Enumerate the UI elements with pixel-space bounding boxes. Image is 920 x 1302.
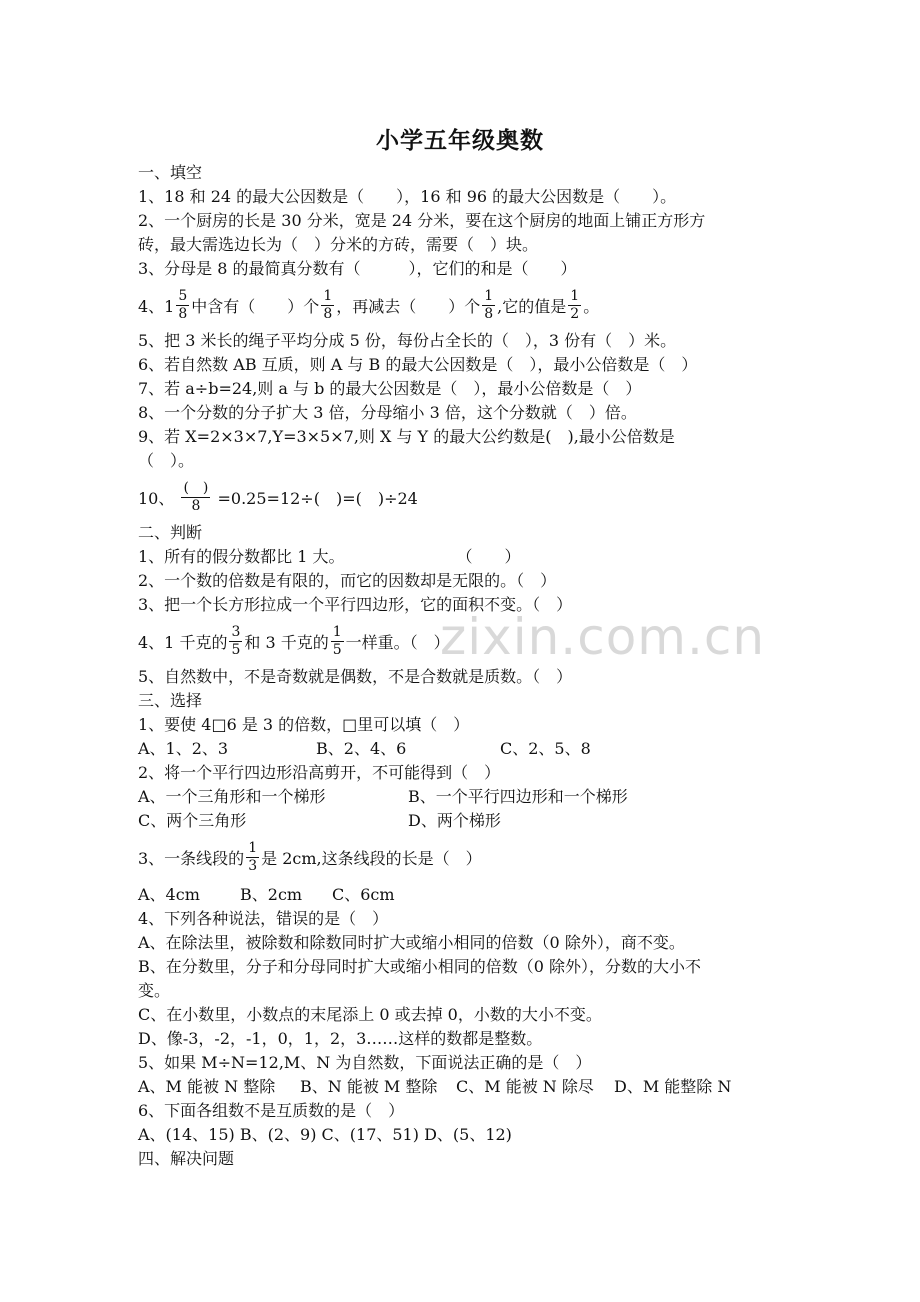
denominator: 5 [332, 642, 342, 658]
choice-question-2-option-a: A、一个三角形和一个梯形 [138, 787, 326, 806]
numerator: 1 [332, 624, 342, 640]
q4-text-e: 。 [583, 297, 600, 316]
numerator: 1 [570, 288, 580, 304]
fraction [176, 288, 189, 323]
fill-question-9-line-1: 9、若 X=2×3×7,Y=3×5×7,则 X 与 Y 的最大公约数是( ),最小公倍数是 [138, 427, 675, 446]
numerator: ( ) [183, 480, 209, 496]
fill-question-3: 3、分母是 8 的最简真分数有（ ），它们的和是（ ） [138, 259, 577, 278]
section-heading-problems: 四、解决问题 [138, 1149, 235, 1168]
choice-question-5-option-a: A、M 能被 N 整除 [138, 1077, 276, 1096]
q4-text-d: ,它的值是 [497, 297, 567, 316]
fill-question-7: 7、若 a÷b=24,则 a 与 b 的最大公因数是（ ），最小公倍数是（ ） [138, 379, 642, 398]
fraction [321, 288, 334, 323]
choice-question-4-option-b-line-2: 变。 [138, 981, 171, 1000]
judge-question-3: 3、把一个长方形拉成一个平行四边形，它的面积不变。（ ） [138, 595, 573, 614]
choice-question-6: 6、下面各组数不是互质数的是（ ） [138, 1101, 405, 1120]
denominator: 8 [484, 306, 494, 322]
choice-question-3-option-c: C、6cm [332, 885, 395, 904]
section-heading-choice: 三、选择 [138, 691, 203, 710]
j4-text-b: 和 3 千克的 [244, 633, 329, 652]
choice-question-6-options: A、(14、15) B、(2、9) C、(17、51) D、(5、12) [138, 1125, 512, 1144]
q10-text-a: 10、 [138, 489, 175, 508]
denominator: 8 [323, 306, 333, 322]
fraction [331, 624, 344, 659]
choice-question-4-option-b-line-1: B、在分数里，分子和分母同时扩大或缩小相同的倍数（0 除外），分数的大小不 [138, 957, 702, 976]
choice-question-4-option-c: C、在小数里，小数点的末尾添上 0 或去掉 0，小数的大小不变。 [138, 1005, 602, 1024]
fill-question-8: 8、一个分数的分子扩大 3 倍，分母缩小 3 倍，这个分数就（ ）倍。 [138, 403, 637, 422]
choice-question-5-option-b: B、N 能被 M 整除 [300, 1077, 438, 1096]
choice-question-1: 1、要使 4□6 是 3 的倍数，□里可以填（ ） [138, 715, 470, 734]
fill-question-4 [138, 290, 599, 325]
denominator: 8 [191, 498, 201, 514]
choice-question-5: 5、如果 M÷N=12,M、N 为自然数，下面说法正确的是（ ） [138, 1053, 592, 1072]
c3-text-b: 是 2cm,这条线段的长是（ ） [261, 849, 482, 868]
judge-question-1: 1、所有的假分数都比 1 大。 （ ） [138, 547, 521, 566]
fill-question-9-line-2: （ ）。 [138, 451, 195, 470]
choice-question-3-option-b: B、2cm [240, 885, 303, 904]
page-title: 小学五年级奥数 [376, 127, 544, 154]
numerator: 1 [248, 840, 258, 856]
denominator: 2 [570, 306, 580, 322]
fraction [181, 480, 210, 515]
choice-question-4: 4、下列各种说法，错误的是（ ） [138, 909, 389, 928]
choice-question-2-option-b: B、一个平行四边形和一个梯形 [408, 787, 628, 806]
numerator: 3 [231, 624, 241, 640]
denominator: 3 [248, 858, 258, 874]
fill-question-1: 1、18 和 24 的最大公因数是（ ），16 和 96 的最大公因数是（ ）。 [138, 187, 677, 206]
choice-question-2: 2、将一个平行四边形沿高剪开，不可能得到（ ） [138, 763, 501, 782]
fill-question-2-line-1: 2、一个厨房的长是 30 分米，宽是 24 分米，要在这个厨房的地面上铺正方形方 [138, 211, 706, 230]
judge-question-4 [138, 626, 450, 661]
section-heading-judge: 二、判断 [138, 523, 203, 542]
q4-text-b: 中含有（ ）个 [191, 297, 320, 316]
numerator: 5 [178, 288, 188, 304]
numerator: 1 [323, 288, 333, 304]
fraction [229, 624, 242, 659]
choice-question-3 [138, 842, 482, 877]
choice-question-4-option-a: A、在除法里，被除数和除数同时扩大或缩小相同的倍数（0 除外），商不变。 [138, 933, 685, 952]
q4-text-c: ，再减去（ ）个 [336, 297, 481, 316]
choice-question-1-option-b: B、2、4、6 [316, 739, 407, 758]
q4-text-a: 4、1 [138, 297, 175, 316]
fraction [246, 840, 259, 875]
choice-question-5-option-c: C、M 能被 N 除尽 [456, 1077, 594, 1096]
choice-question-2-option-c: C、两个三角形 [138, 811, 247, 830]
choice-question-3-option-a: A、4cm [138, 885, 200, 904]
judge-question-5: 5、自然数中，不是奇数就是偶数，不是合数就是质数。（ ） [138, 667, 573, 686]
fill-question-10 [138, 482, 418, 517]
j4-text-c: 一样重。（ ） [345, 633, 450, 652]
numerator: 1 [484, 288, 494, 304]
choice-question-1-option-a: A、1、2、3 [138, 739, 229, 758]
fraction [482, 288, 495, 323]
choice-question-2-option-d: D、两个梯形 [408, 811, 501, 830]
judge-question-2: 2、一个数的倍数是有限的，而它的因数却是无限的。（ ） [138, 571, 557, 590]
j4-text-a: 4、1 千克的 [138, 633, 228, 652]
denominator: 5 [231, 642, 241, 658]
choice-question-4-option-d: D、像-3，-2，-1，0，1，2，3……这样的数都是整数。 [138, 1029, 543, 1048]
q10-text-b: =0.25=12÷( )=( )÷24 [217, 489, 418, 508]
choice-question-5-option-d: D、M 能整除 N [614, 1077, 732, 1096]
fill-question-5: 5、把 3 米长的绳子平均分成 5 份，每份占全长的（ ），3 份有（ ）米。 [138, 331, 677, 350]
fraction [568, 288, 581, 323]
fill-question-2-line-2: 砖，最大需选边长为（ ）分米的方砖，需要（ ）块。 [138, 235, 539, 254]
denominator: 8 [178, 306, 188, 322]
c3-text-a: 3、一条线段的 [138, 849, 245, 868]
watermark: zixin.com.cn [440, 608, 766, 666]
section-heading-fill: 一、填空 [138, 163, 203, 182]
fill-question-6: 6、若自然数 AB 互质，则 A 与 B 的最大公因数是（ ），最小公倍数是（ ） [138, 355, 698, 374]
choice-question-1-option-c: C、2、5、8 [500, 739, 591, 758]
